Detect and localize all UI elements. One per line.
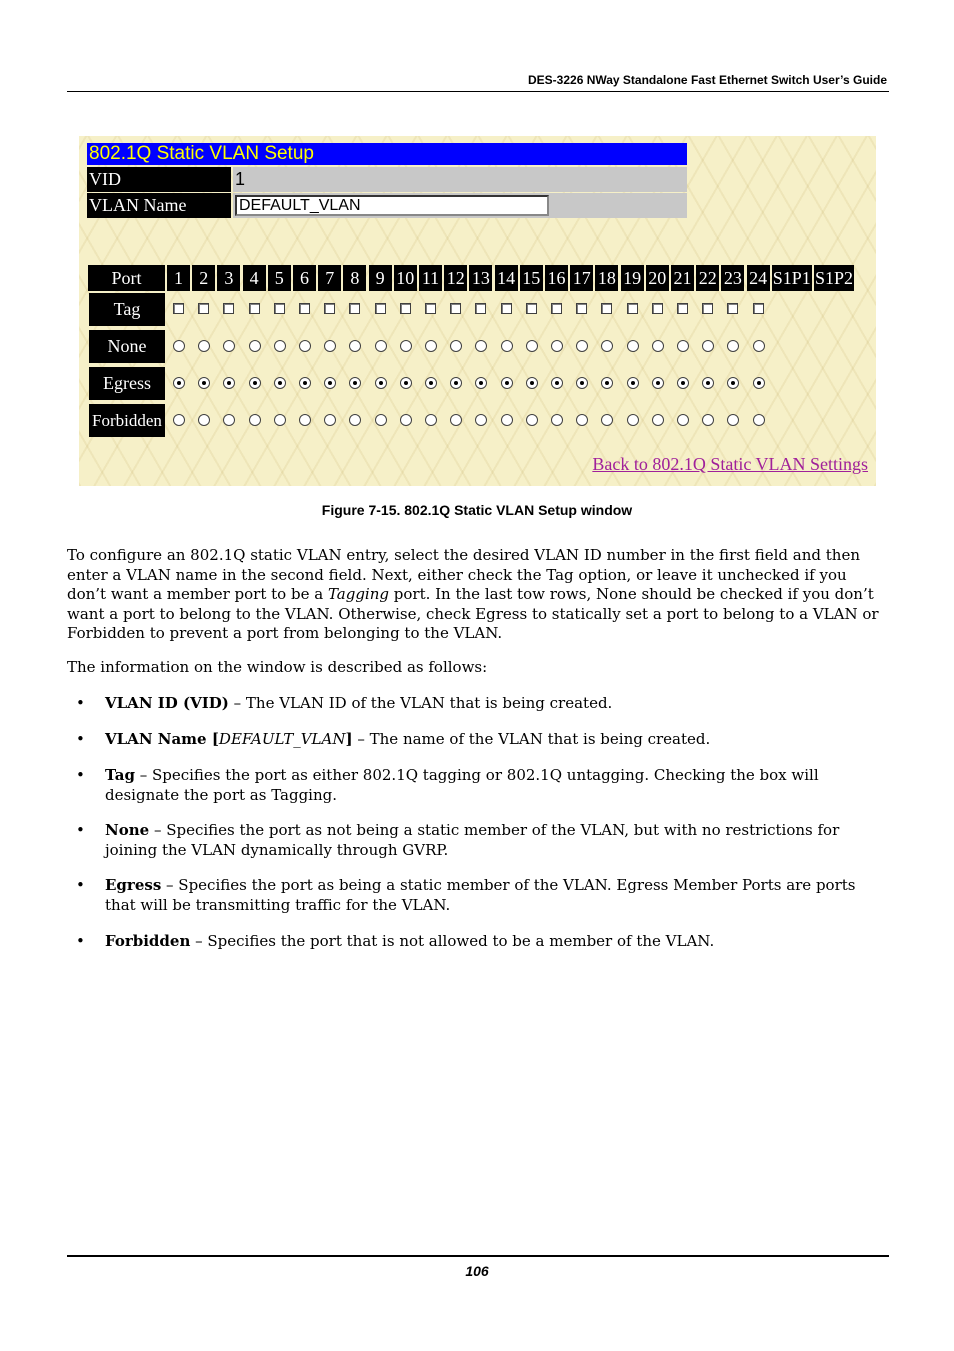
port-number-S1P2: S1P2 [814,265,854,291]
bullet-item [105,730,890,750]
tag-label: Tag [89,293,165,326]
forbidden-radio-port-8[interactable] [349,414,361,426]
egress-radio-port-23[interactable] [727,377,739,389]
egress-radio-port-9[interactable] [375,377,387,389]
tag-checkbox-port-19[interactable] [627,303,638,314]
tag-checkbox-port-5[interactable] [274,303,285,314]
none-radio-port-7[interactable] [324,340,336,352]
none-radio-port-10[interactable] [400,340,412,352]
none-radio-port-5[interactable] [274,340,286,352]
intro-italic: Tagging [327,585,389,603]
egress-radio-port-6[interactable] [299,377,311,389]
egress-radio-port-24[interactable] [753,377,765,389]
port-number-10: 10 [394,265,417,291]
vlan-name-cell [233,193,687,218]
back-to-vlan-settings-link[interactable]: Back to 802.1Q Static VLAN Settings [592,454,868,474]
forbidden-radio-port-12[interactable] [450,414,462,426]
forbidden-radio-port-21[interactable] [677,414,689,426]
info-line: The information on the window is described as follows: [67,658,488,676]
port-number-14: 14 [495,265,518,291]
egress-radio-port-20[interactable] [652,377,664,389]
tag-checkbox-port-1[interactable] [173,303,184,314]
bullet-term-italic: DEFAULT_VLAN [218,730,346,748]
vlan-name-row [87,193,687,218]
egress-radio-port-8[interactable] [349,377,361,389]
tag-checkbox-port-20[interactable] [652,303,663,314]
port-number-6: 6 [293,265,316,291]
none-radio-port-8[interactable] [349,340,361,352]
bullet-term: None [105,821,150,839]
none-radio-port-21[interactable] [677,340,689,352]
none-radio-port-18[interactable] [601,340,613,352]
tag-checkbox-port-2[interactable] [198,303,209,314]
bullet-item [105,876,890,915]
egress-radio-port-13[interactable] [475,377,487,389]
port-number-15: 15 [520,265,543,291]
bullet-term: Egress [105,876,162,894]
bullet-term: VLAN ID (VID) [105,694,229,712]
tag-checkbox-port-8[interactable] [349,303,360,314]
tag-checkbox-port-14[interactable] [501,303,512,314]
forbidden-radio-port-23[interactable] [727,414,739,426]
none-radio-port-2[interactable] [198,340,210,352]
none-radio-port-4[interactable] [249,340,261,352]
egress-radio-port-18[interactable] [601,377,613,389]
tag-checkbox-port-7[interactable] [324,303,335,314]
egress-radio-port-15[interactable] [526,377,538,389]
forbidden-radio-port-7[interactable] [324,414,336,426]
none-radio-port-12[interactable] [450,340,462,352]
intro-paragraph [67,546,889,644]
port-number-13: 13 [469,265,492,291]
tag-checkbox-port-21[interactable] [677,303,688,314]
bullet-term: VLAN Name [ [105,730,219,748]
egress-label: Egress [89,367,165,400]
port-number-S1P1: S1P1 [772,265,812,291]
tag-checkbox-port-9[interactable] [375,303,386,314]
window-title: 802.1Q Static VLAN Setup [87,143,687,165]
bullet-term-close: ] [345,730,353,748]
forbidden-radio-port-19[interactable] [627,414,639,426]
tag-checkbox-port-11[interactable] [425,303,436,314]
none-radio-port-16[interactable] [551,340,563,352]
tag-checkbox-port-24[interactable] [753,303,764,314]
bullet-term: Forbidden [105,932,191,950]
port-number-18: 18 [595,265,618,291]
port-number-1: 1 [167,265,190,291]
none-radio-port-22[interactable] [702,340,714,352]
bullet-term: Tag [105,766,135,784]
figure-caption: Figure 7-15. 802.1Q Static VLAN Setup window [321,502,633,518]
forbidden-label: Forbidden [89,404,165,437]
egress-radio-port-12[interactable] [450,377,462,389]
tag-checkbox-port-15[interactable] [526,303,537,314]
port-number-3: 3 [217,265,240,291]
bullet-item [105,932,890,952]
port-number-22: 22 [696,265,719,291]
forbidden-radio-port-16[interactable] [551,414,563,426]
port-number-19: 19 [621,265,644,291]
bullet-item [105,821,890,860]
port-number-5: 5 [268,265,291,291]
port-number-8: 8 [343,265,366,291]
egress-radio-port-5[interactable] [274,377,286,389]
vid-label: VID [87,167,231,192]
vlan-name-label: VLAN Name [87,193,231,218]
egress-radio-port-10[interactable] [400,377,412,389]
tag-checkbox-port-6[interactable] [299,303,310,314]
bullet-marker: • [76,766,85,784]
egress-radio-port-16[interactable] [551,377,563,389]
bullet-item [105,694,890,714]
egress-radio-port-19[interactable] [627,377,639,389]
none-radio-port-14[interactable] [501,340,513,352]
egress-radio-port-11[interactable] [425,377,437,389]
port-number-4: 4 [243,265,266,291]
none-radio-port-19[interactable] [627,340,639,352]
bullet-marker: • [76,932,85,950]
port-number-24: 24 [747,265,770,291]
port-number-9: 9 [369,265,392,291]
tag-checkbox-port-23[interactable] [727,303,738,314]
none-radio-port-24[interactable] [753,340,765,352]
running-header: DES-3226 NWay Standalone Fast Ethernet Switch User’s Guide [528,73,887,87]
forbidden-radio-port-18[interactable] [601,414,613,426]
tag-checkbox-port-4[interactable] [249,303,260,314]
bullet-marker: • [76,821,85,839]
tag-checkbox-port-13[interactable] [475,303,486,314]
bullet-text: – The name of the VLAN that is being created. [352,730,711,748]
egress-radio-port-4[interactable] [249,377,261,389]
bullet-text: – Specifies the port as being a static member of the VLAN. Egress Member Ports are ports that will be transmitting traffic for the VLAN. [105,876,856,914]
forbidden-radio-port-13[interactable] [475,414,487,426]
bullet-marker: • [76,730,85,748]
forbidden-radio-port-22[interactable] [702,414,714,426]
forbidden-radio-port-4[interactable] [249,414,261,426]
egress-radio-port-7[interactable] [324,377,336,389]
tag-checkbox-port-3[interactable] [223,303,234,314]
egress-radio-port-14[interactable] [501,377,513,389]
none-radio-port-17[interactable] [576,340,588,352]
vlan-setup-screenshot [79,136,876,486]
none-radio-port-9[interactable] [375,340,387,352]
port-number-17: 17 [570,265,593,291]
forbidden-radio-port-2[interactable] [198,414,210,426]
none-radio-port-1[interactable] [173,340,185,352]
forbidden-radio-port-20[interactable] [652,414,664,426]
forbidden-radio-port-1[interactable] [173,414,185,426]
vid-row [87,167,687,192]
port-number-7: 7 [318,265,341,291]
port-number-11: 11 [419,265,442,291]
forbidden-radio-port-5[interactable] [274,414,286,426]
tag-checkbox-port-18[interactable] [601,303,612,314]
egress-radio-port-21[interactable] [677,377,689,389]
none-radio-port-3[interactable] [223,340,235,352]
port-number-16: 16 [545,265,568,291]
bullet-marker: • [76,876,85,894]
none-radio-port-13[interactable] [475,340,487,352]
bullet-text: – Specifies the port as either 802.1Q tagging or 802.1Q untagging. Checking the box will designate the port as Tagging. [105,766,819,804]
forbidden-radio-port-15[interactable] [526,414,538,426]
forbidden-radio-port-24[interactable] [753,414,765,426]
footer-rule [67,1255,889,1257]
port-header-label: Port [88,265,165,291]
forbidden-radio-port-14[interactable] [501,414,513,426]
forbidden-radio-port-3[interactable] [223,414,235,426]
bullet-text: – The VLAN ID of the VLAN that is being created. [228,694,613,712]
egress-radio-port-2[interactable] [198,377,210,389]
forbidden-radio-port-9[interactable] [375,414,387,426]
egress-radio-port-3[interactable] [223,377,235,389]
tag-checkbox-port-12[interactable] [450,303,461,314]
intro-text-2: port. In the last tow rows, None should be checked if you don’t want a port to belong to the VLAN. Otherwise, check Egress to statically set a port to belong to a VLAN or Forbidden to prevent a port from belonging to the VLAN. [67,585,879,642]
egress-radio-port-1[interactable] [173,377,185,389]
none-label: None [89,330,165,363]
port-number-23: 23 [721,265,744,291]
bullet-item [105,766,890,805]
page-number: 106 [465,1263,489,1279]
port-number-2: 2 [192,265,215,291]
forbidden-radio-port-11[interactable] [425,414,437,426]
none-radio-port-15[interactable] [526,340,538,352]
egress-radio-port-22[interactable] [702,377,714,389]
forbidden-radio-port-17[interactable] [576,414,588,426]
tag-checkbox-port-22[interactable] [702,303,713,314]
intro-text-1: To configure an 802.1Q static VLAN entry, select the desired VLAN ID number in the first field and then enter a VLAN name in the second field. Next, either check the Tag option, or leave it unchecked if you don’t want a member port to be a [67,546,860,603]
none-radio-port-6[interactable] [299,340,311,352]
egress-radio-port-17[interactable] [576,377,588,389]
port-number-21: 21 [671,265,694,291]
tag-checkbox-port-17[interactable] [576,303,587,314]
header-rule [67,91,889,92]
bullet-text: – Specifies the port as not being a static member of the VLAN, but with no restrictions for joining the VLAN dynamically through GVRP. [105,821,840,859]
port-number-12: 12 [444,265,467,291]
vid-value[interactable]: 1 [233,167,687,192]
bullet-text: – Specifies the port that is not allowed to be a member of the VLAN. [190,932,715,950]
forbidden-radio-port-6[interactable] [299,414,311,426]
tag-checkbox-port-16[interactable] [551,303,562,314]
none-radio-port-23[interactable] [727,340,739,352]
tag-checkbox-port-10[interactable] [400,303,411,314]
none-radio-port-11[interactable] [425,340,437,352]
forbidden-radio-port-10[interactable] [400,414,412,426]
none-radio-port-20[interactable] [652,340,664,352]
port-number-20: 20 [646,265,669,291]
bullet-marker: • [76,694,85,712]
vlan-name-input[interactable]: DEFAULT_VLAN [235,195,549,216]
